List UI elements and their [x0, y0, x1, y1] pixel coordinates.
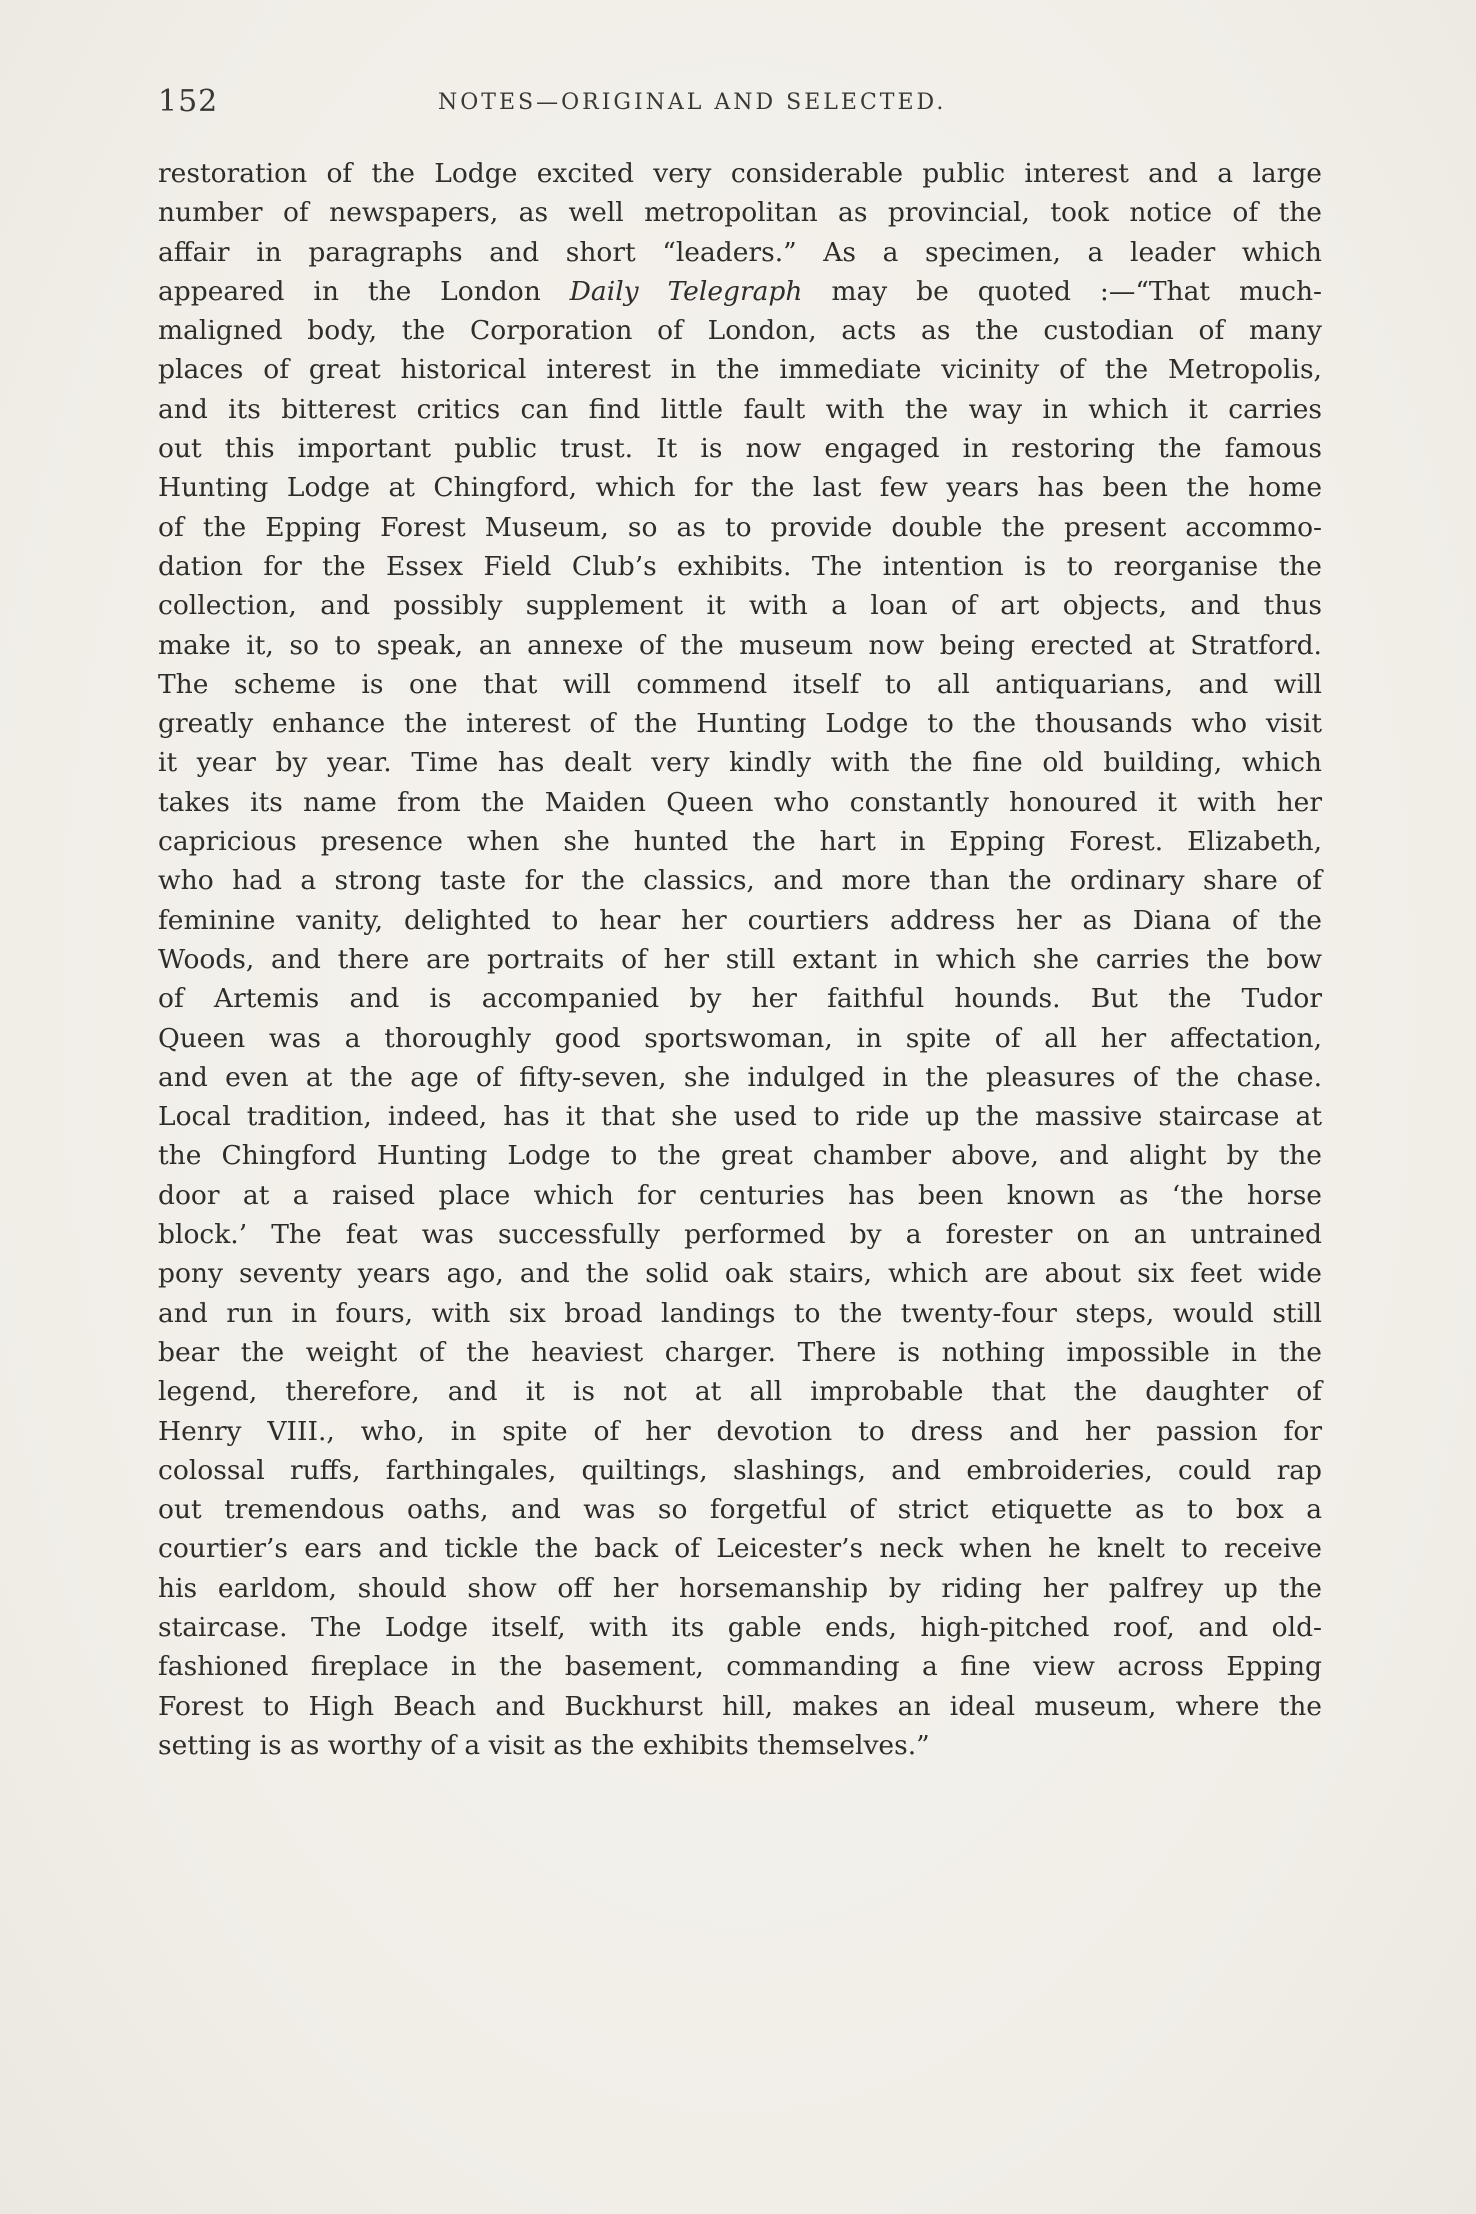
- text-line: [158, 1608, 1322, 1647]
- text-line: [158, 743, 1322, 782]
- text-line: [158, 1529, 1322, 1568]
- text-run: staircase. The Lodge itself, with its gable ends, high-pitched roof, and old-: [158, 1611, 1322, 1643]
- text-run: dation for the Essex Field Club’s exhibits. The intention is to reorganise the: [158, 550, 1322, 582]
- text-run: pony seventy years ago, and the solid oak stairs, which are about six feet wide: [158, 1258, 1322, 1290]
- text-run: affair in paragraphs and short “leaders.” As a specimen, a leader which: [158, 236, 1322, 268]
- text-run: setting is as worthy of a visit as the exhibits themselves.”: [158, 1729, 930, 1761]
- text-run: courtier’s ears and tickle the back of Leicester’s neck when he knelt to receive: [158, 1533, 1322, 1565]
- text-line: [158, 940, 1322, 979]
- text-run: door at a raised place which for centuries has been known as ‘the horse: [158, 1179, 1322, 1211]
- text-run: places of great historical interest in the immediate vicinity of the Metropolis,: [158, 354, 1322, 386]
- text-run: takes its name from the Maiden Queen who constantly honoured it with her: [158, 786, 1322, 818]
- text-line: [158, 154, 1322, 193]
- text-run: colossal ruffs, farthingales, quiltings, slashings, and embroideries, could rap: [158, 1454, 1322, 1486]
- text-line: [158, 1490, 1322, 1529]
- text-run: of the Epping Forest Museum, so as to provide double the present accommo-: [158, 511, 1322, 543]
- text-line: [158, 1019, 1322, 1058]
- text-line: [158, 272, 1322, 311]
- text-run: Queen was a thoroughly good sportswoman, in spite of all her affectation,: [158, 1022, 1322, 1054]
- text-run: collection, and possibly supplement it with a loan of art objects, and thus: [158, 590, 1322, 622]
- text-line: [158, 901, 1322, 940]
- text-run: out tremendous oaths, and was so forgetful of strict etiquette as to box a: [158, 1494, 1322, 1526]
- text-line: [158, 626, 1322, 665]
- text-line: [158, 311, 1322, 350]
- text-line: [158, 1647, 1322, 1686]
- text-run: it year by year. Time has dealt very kindly with the fine old building, which: [158, 747, 1322, 779]
- page-header: [158, 84, 1318, 124]
- text-run: The scheme is one that will commend itself to all antiquarians, and will: [158, 668, 1322, 700]
- text-run: appeared in the London: [158, 275, 570, 307]
- text-run: and even at the age of fifty-seven, she indulged in the pleasures of the chase.: [158, 1061, 1322, 1093]
- text-run: fashioned fireplace in the basement, commanding a fine view across Epping: [158, 1651, 1322, 1683]
- text-line: [158, 1687, 1322, 1726]
- text-line: [158, 193, 1322, 232]
- text-run: make it, so to speak, an annexe of the museum now being erected at Stratford.: [158, 629, 1322, 661]
- text-line: [158, 1412, 1322, 1451]
- text-run: of Artemis and is accompanied by her faithful hounds. But the Tudor: [158, 983, 1322, 1015]
- text-run: bear the weight of the heaviest charger. There is nothing impossible in the: [158, 1336, 1322, 1368]
- text-line: [158, 861, 1322, 900]
- text-run: restoration of the Lodge excited very considerable public interest and a large: [158, 158, 1322, 189]
- page-number: 152: [158, 84, 219, 119]
- text-run: Forest to High Beach and Buckhurst hill, makes an ideal museum, where the: [158, 1690, 1322, 1722]
- italic-title: Daily Telegraph: [569, 275, 803, 307]
- text-line: [158, 1451, 1322, 1490]
- text-line: [158, 1097, 1322, 1136]
- text-line: [158, 1569, 1322, 1608]
- text-run: feminine vanity, delighted to hear her courtiers address her as Diana of the: [158, 904, 1322, 936]
- text-line: [158, 1333, 1322, 1372]
- text-line: [158, 586, 1322, 625]
- text-run: who had a strong taste for the classics, and more than the ordinary share of: [158, 865, 1322, 897]
- text-line: [158, 822, 1322, 861]
- text-line: [158, 1136, 1322, 1175]
- text-run: may be quoted :—“That much-: [802, 275, 1323, 307]
- text-line: [158, 704, 1322, 743]
- text-run: and run in fours, with six broad landings to the twenty-four steps, would still: [158, 1297, 1322, 1329]
- text-line: [158, 1372, 1322, 1411]
- text-line: [158, 783, 1322, 822]
- text-run: and its bitterest critics can find little fault with the way in which it carries: [158, 393, 1322, 425]
- text-run: number of newspapers, as well metropolitan as provincial, took notice of the: [158, 197, 1322, 229]
- text-line: [158, 665, 1322, 704]
- body-text: [158, 154, 1322, 1765]
- text-line: [158, 1176, 1322, 1215]
- text-line: [158, 390, 1322, 429]
- text-line: [158, 1726, 1322, 1765]
- text-line: [158, 547, 1322, 586]
- text-line: [158, 1254, 1322, 1293]
- running-head: NOTES—ORIGINAL AND SELECTED.: [438, 90, 947, 115]
- text-run: legend, therefore, and it is not at all improbable that the daughter of: [158, 1376, 1322, 1408]
- text-run: Hunting Lodge at Chingford, which for the last few years has been the home: [158, 472, 1322, 504]
- text-line: [158, 233, 1322, 272]
- text-line: [158, 429, 1322, 468]
- text-run: Local tradition, indeed, has it that she used to ride up the massive staircase at: [158, 1101, 1322, 1133]
- text-line: [158, 979, 1322, 1018]
- text-run: the Chingford Hunting Lodge to the great chamber above, and alight by the: [158, 1140, 1322, 1172]
- text-run: greatly enhance the interest of the Hunting Lodge to the thousands who visit: [158, 708, 1322, 740]
- text-run: block.’ The feat was successfully performed by a forester on an untrained: [158, 1219, 1322, 1251]
- text-run: Henry VIII., who, in spite of her devotion to dress and her passion for: [158, 1415, 1322, 1447]
- text-run: out this important public trust. It is now engaged in restoring the famous: [158, 433, 1322, 465]
- text-line: [158, 1058, 1322, 1097]
- text-line: [158, 350, 1322, 389]
- text-run: Woods, and there are portraits of her still extant in which she carries the bow: [158, 943, 1322, 975]
- text-line: [158, 1294, 1322, 1333]
- text-line: [158, 468, 1322, 507]
- text-line: [158, 508, 1322, 547]
- text-run: capricious presence when she hunted the hart in Epping Forest. Elizabeth,: [158, 826, 1322, 858]
- text-run: his earldom, should show off her horsemanship by riding her palfrey up the: [158, 1572, 1322, 1604]
- text-line: [158, 1215, 1322, 1254]
- text-run: maligned body, the Corporation of London, acts as the custodian of many: [158, 315, 1322, 347]
